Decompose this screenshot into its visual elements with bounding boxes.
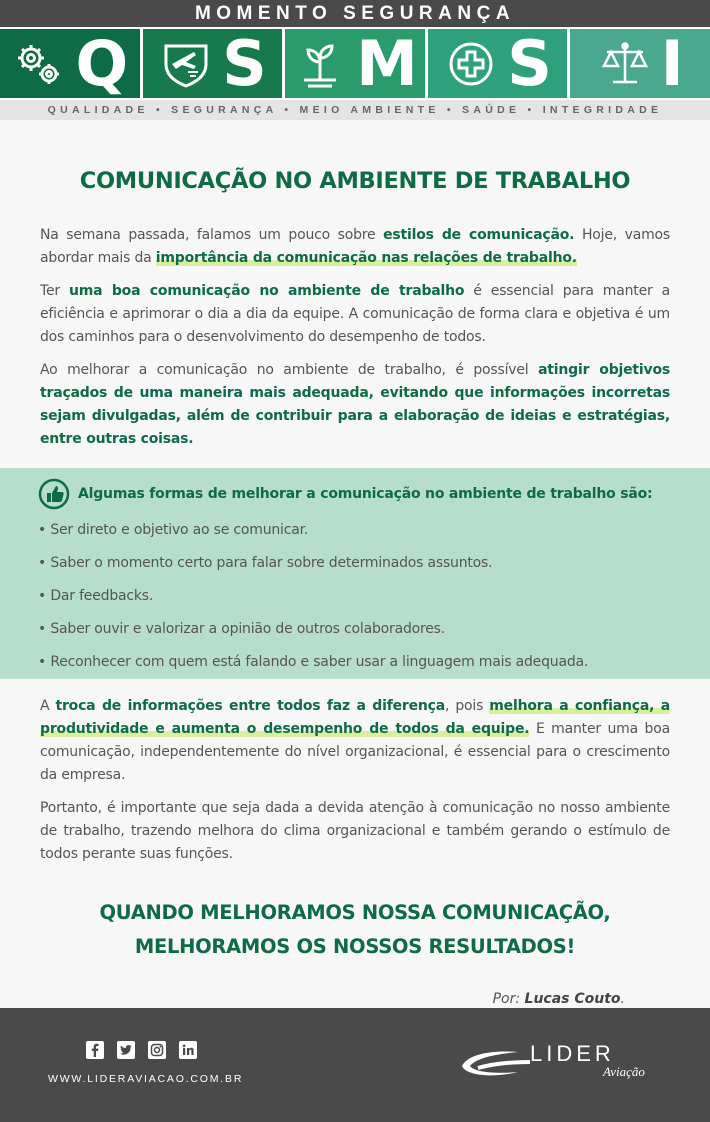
tips-heading: Algumas formas de melhorar a comunicação no ambiente de trabalho são:: [38, 478, 672, 510]
paragraph-5: Portanto, é importante que seja dada a devida atenção à comunicação no nosso ambiente de trabalho, trazendo melhora do clima organizacional e também gerando o estímulo de todos perante suas funções.: [40, 800, 670, 862]
health-cross-icon: [443, 36, 499, 92]
tips-box: [0, 468, 710, 679]
twitter-icon[interactable]: [117, 1041, 135, 1059]
tile-integrity: [570, 26, 710, 100]
paragraph-4: A troca de informações entre todos faz a diferença, pois melhora a confiança, a produtividade e aumenta o desempenho de todos da equipe. E manter uma boa comunicação, independentemente do nível organizacional, é essencial para o crescimento da empresa.: [40, 698, 670, 783]
pillars-subtitle: QUALIDADE • SEGURANÇA • MEIO AMBIENTE • SAÚDE • INTEGRIDADE: [0, 100, 710, 120]
tile-letter-s1: S: [222, 26, 267, 100]
list-item: • Dar feedbacks.: [38, 580, 672, 613]
tile-quality: [0, 26, 143, 100]
scales-icon: [597, 36, 653, 92]
qsms-tiles: [0, 27, 710, 100]
top-title-bar: MOMENTO SEGURANÇA: [0, 0, 710, 27]
list-item: • Saber o momento certo para falar sobre determinados assuntos.: [38, 547, 672, 580]
linkedin-icon[interactable]: [179, 1041, 197, 1059]
signature: Por: Lucas Couto.: [492, 991, 625, 1007]
gears-icon: [11, 36, 67, 92]
highlight-2: melhora a confiança, a produtividade e aumenta o desempenho de todos da equipe.: [40, 698, 670, 737]
article-title: COMUNICAÇÃO NO AMBIENTE DE TRABALHO: [79, 168, 631, 194]
shield-plane-icon: [158, 36, 214, 92]
facebook-icon[interactable]: [86, 1041, 104, 1059]
closing-message: QUANDO MELHORAMOS NOSSA COMUNICAÇÃO, MELHORAMOS OS NOSSOS RESULTADOS!: [99, 901, 611, 958]
footer: [0, 1008, 710, 1122]
tile-letter-q: Q: [75, 26, 129, 100]
paragraph-3: Ao melhorar a comunicação no ambiente de trabalho, é possível atingir objetivos traçados de uma maneira mais adequada, evitando que informações incorretas sejam divulgadas, além de contribuir para a elaboração de ideias e estratégias, entre outras coisas.: [40, 362, 670, 447]
tile-health: [428, 26, 571, 100]
website-link[interactable]: WWW.LIDERAVIACAO.COM.BR: [48, 1073, 244, 1085]
logo-text: LIDER: [530, 1041, 615, 1066]
instagram-icon[interactable]: [148, 1041, 166, 1059]
plant-icon: [292, 36, 348, 92]
list-item: • Ser direto e objetivo ao se comunicar.: [38, 514, 672, 547]
thumbs-up-icon: [38, 478, 70, 510]
article-body: [0, 224, 710, 451]
article-body-2: [0, 695, 710, 1029]
logo-subtext: Aviação: [603, 1064, 645, 1079]
tips-list: [38, 514, 672, 679]
tile-letter-m: M: [356, 26, 418, 100]
list-item: • Saber ouvir e valorizar a opinião de outros colaboradores.: [38, 613, 672, 646]
tile-letter-i: I: [660, 26, 684, 100]
author-name: Lucas Couto: [524, 991, 621, 1007]
paragraph-1: Na semana passada, falamos um pouco sobre estilos de comunicação. Hoje, vamos abordar mais da importância da comunicação nas relações de trabalho.: [40, 227, 670, 266]
tile-safety: [143, 26, 286, 100]
social-links: [86, 1041, 197, 1059]
list-item: • Reconhecer com quem está falando e saber usar a linguagem mais adequada.: [38, 646, 672, 679]
highlight-1: importância da comunicação nas relações de trabalho.: [155, 250, 577, 266]
tile-letter-s2: S: [507, 26, 552, 100]
paragraph-2: Ter uma boa comunicação no ambiente de trabalho é essencial para manter a eficiência e aprimorar o dia a dia da equipe. A comunicação de forma clara e objetiva é um dos caminhos para o desenvolvimento do desempenho de todos.: [40, 283, 670, 345]
tile-environment: [285, 26, 428, 100]
